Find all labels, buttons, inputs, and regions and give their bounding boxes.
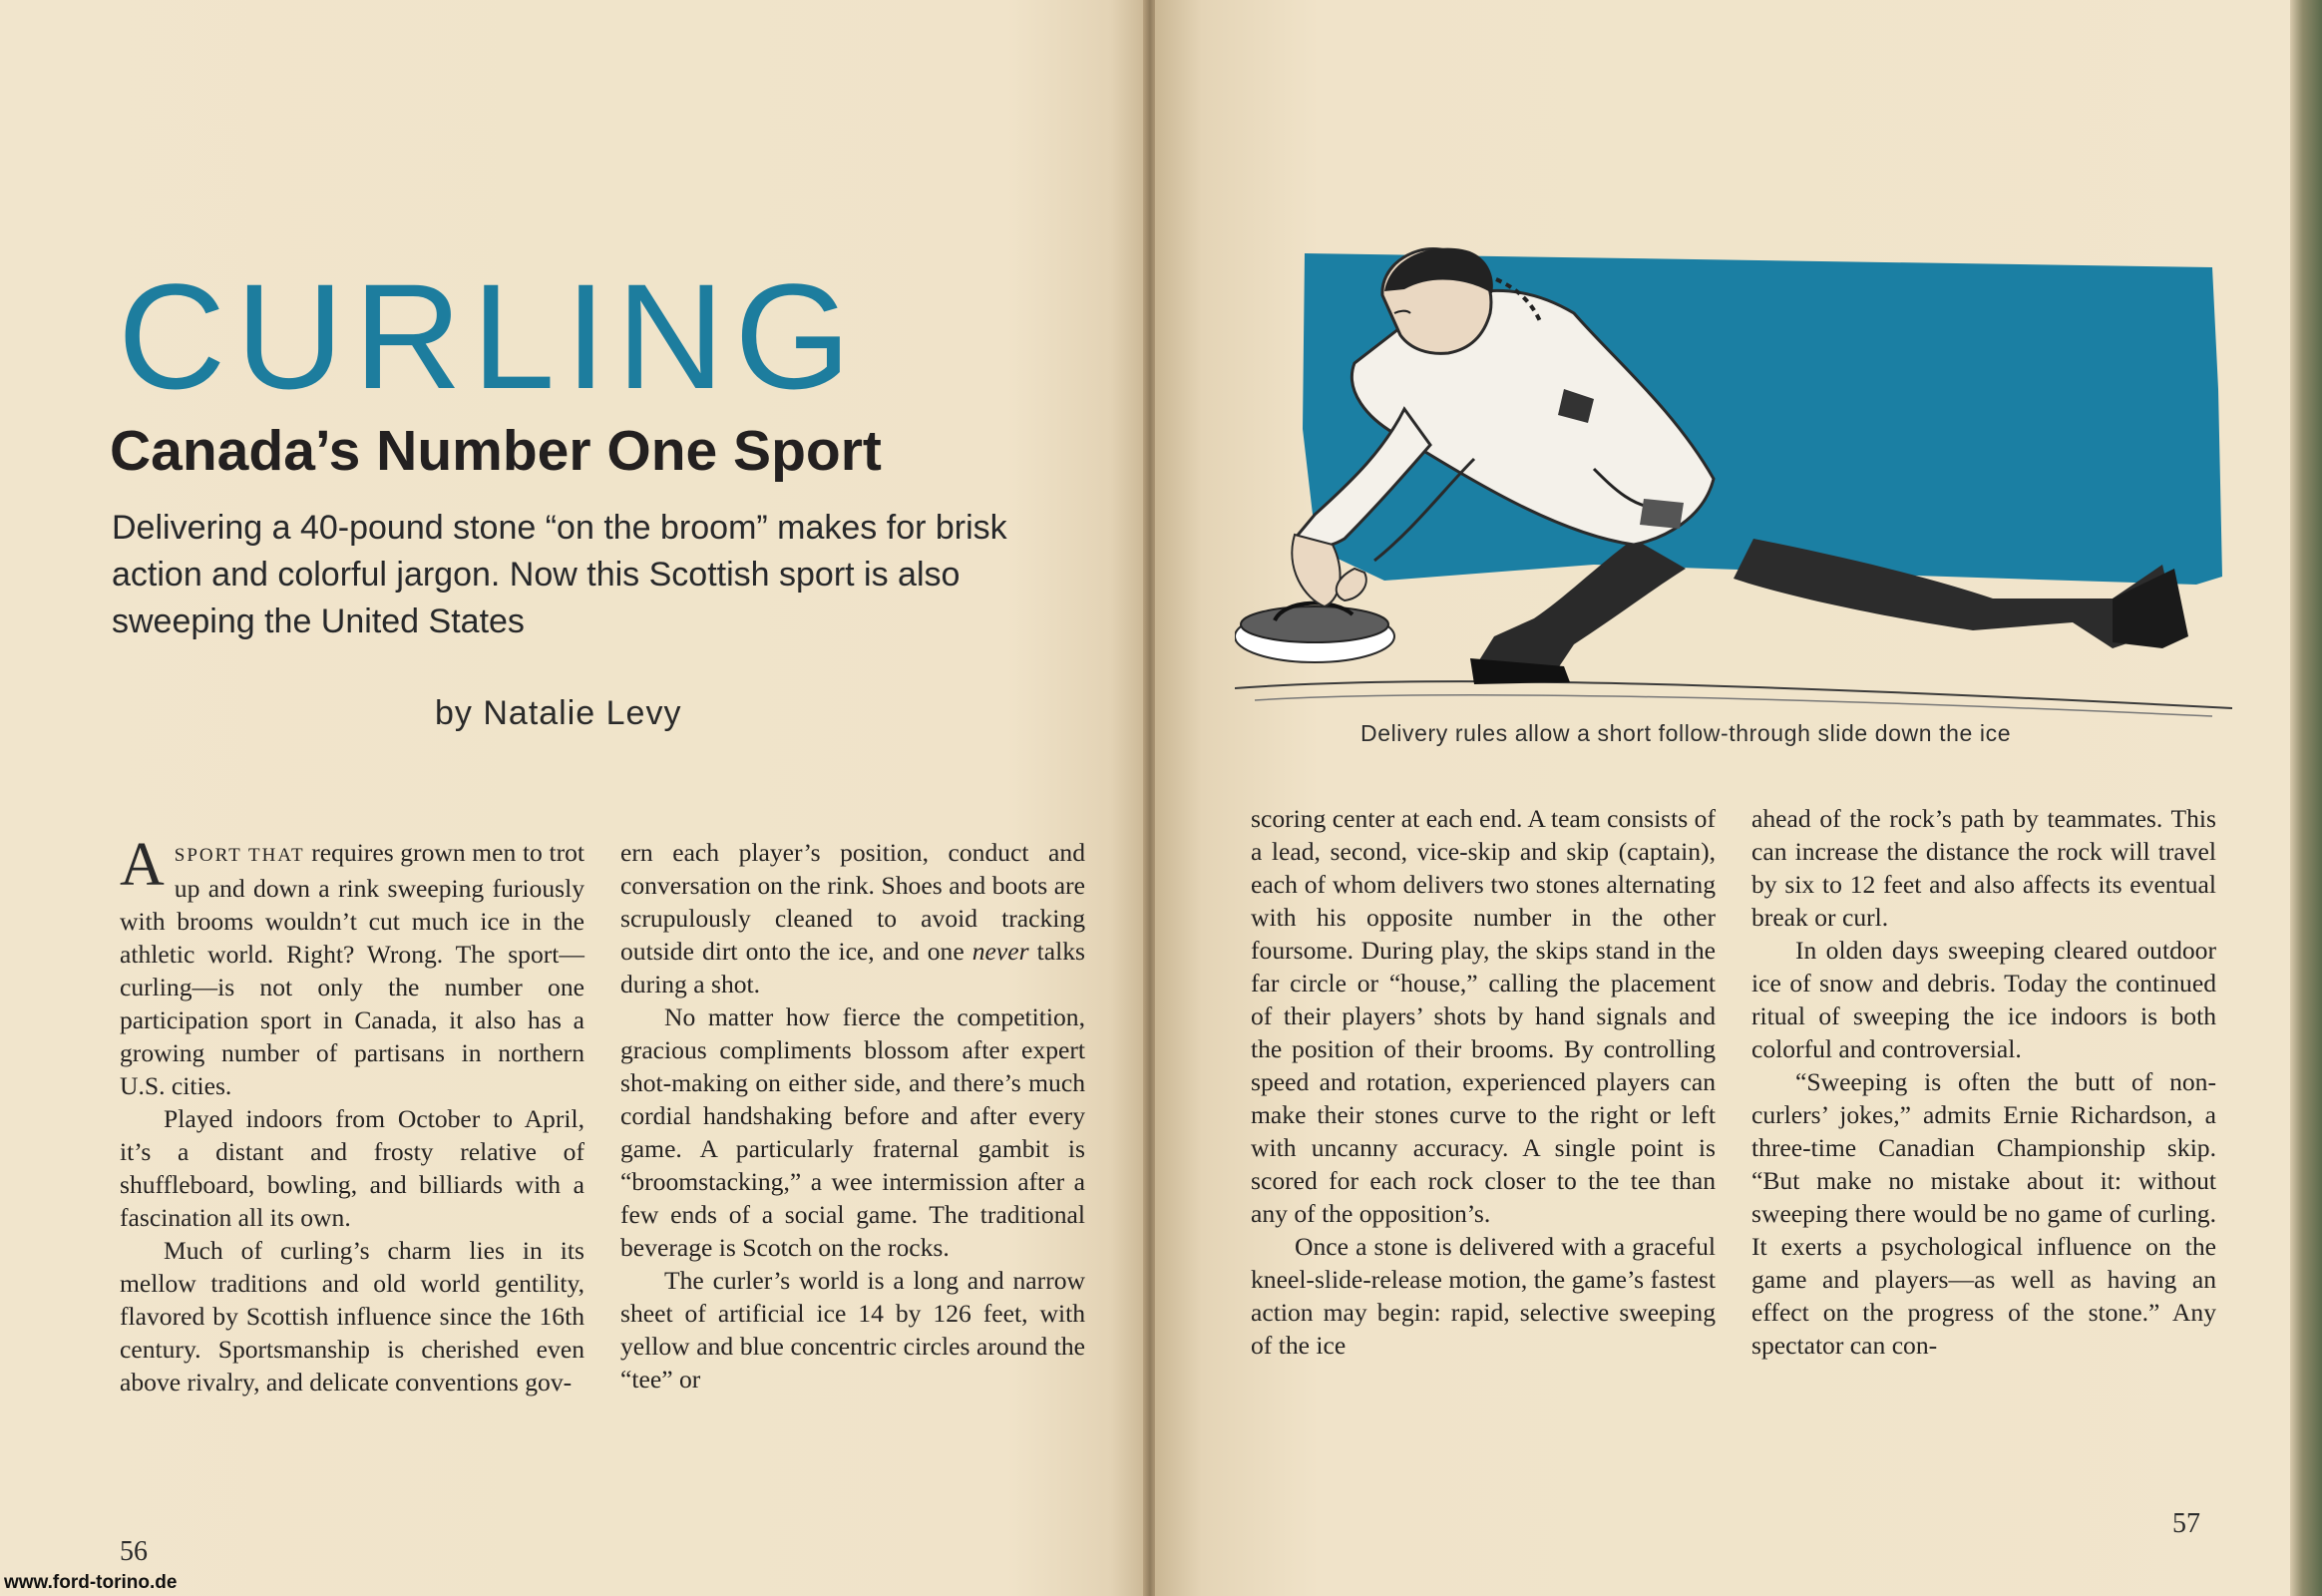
paragraph-text: requires grown men to trot up and down a rink sweeping furiously with brooms wouldn’t cut much ice in the athletic world. Right? Wrong. The sport—curling—is not only the number one participation sport in Canada, it also has a growing number of partisans in northern U.S. cities. [120,838,584,1100]
paragraph: ahead of the rock’s path by teammates. This can increase the distance the rock will travel by six to 12 feet and also affects its eventual break or curl. [1751,804,2216,932]
byline: by Natalie Levy [435,694,682,732]
emphasis-never: never [971,937,1029,966]
paragraph: Much of curling’s charm lies in its mellow traditions and old world gentility, flavored by Scottish influence since the 16th century. Sportsmanship is cherished even above rivalry, and delicate conventions gov- [120,1236,584,1396]
article-subtitle: Canada’s Number One Sport [110,419,882,483]
left-page [0,0,1145,1596]
paragraph-text: talks during a shot. [620,937,1085,998]
lead-in-smallcaps: SPORT THAT [174,845,305,866]
text-column-4 [1751,802,2216,1362]
curling-stone-icon [1235,603,1394,662]
page-number-right: 57 [2172,1508,2200,1539]
paragraph-text: ern each player’s position, conduct and conversation on the rink. Shoes and boots are scrupulously cleaned to avoid tracking outside dirt onto the ice, and one [620,838,1085,966]
page-number-left: 56 [120,1536,148,1567]
paragraph: Played indoors from October to April, it’s a distant and frosty relative of shuffleboard, bowling, and billiards with a fascination all its own. [120,1104,584,1232]
paragraph [620,836,1085,1000]
illustration-caption: Delivery rules allow a short follow-through slide down the ice [1360,720,2012,746]
paragraph: Once a stone is delivered with a graceful kneel-slide-release motion, the game’s fastest action may begin: rapid, selective sweeping of the ice [1251,1232,1716,1360]
paragraph: “Sweeping is often the butt of non-curlers’ jokes,” admits Ernie Richardson, a three-time Canadian Championship skip. “But make no mistake about it: without sweeping there would be no game of curling. It exerts a psychological influence on the game and players—as well as having an effect on the progress of the stone.” Any spectator can con- [1751,1067,2216,1360]
article-title: CURLING [118,252,862,420]
paragraph: No matter how fierce the competition, gracious compliments blossom after expert shot-making on either side, and there’s much cordial handshaking before and after every game. A particularly fraternal gambit is “broomstacking,” a wee intermission after a few ends of a social game. The traditional beverage is Scotch on the rocks. [620,1002,1085,1262]
paragraph: In olden days sweeping cleared outdoor ice of snow and debris. Today the continued ritual of sweeping the ice indoors is both colorful and controversial. [1751,936,2216,1063]
text-column-2 [620,836,1085,1396]
paragraph: scoring center at each end. A team consists of a lead, second, vice-skip and skip (captain), each of whom delivers two stones alternating with his opposite number in the other foursome. During play, the skips stand in the far circle or “house,” calling the placement of their players’ shots by hand signals and the position of their brooms. By controlling speed and rotation, experienced players can make their stones curve to the right or left with uncanny accuracy. A single point is scored for each rock closer to the tee than any of the opposition’s. [1251,804,1716,1228]
text-column-3 [1251,802,1716,1362]
opening-paragraph [120,831,584,1102]
curling-player-illustration [1235,239,2232,720]
book-edge [2290,0,2322,1596]
text-column-1 [120,831,584,1398]
paragraph: The curler’s world is a long and narrow sheet of artificial ice 14 by 126 feet, with yellow and blue concentric circles around the “tee” or [620,1266,1085,1394]
article-deck: Delivering a 40-pound stone “on the broom” makes for brisk action and colorful jargon. Now this Scottish sport is also sweeping the United States [112,509,1007,640]
drop-cap: A [120,831,165,899]
source-watermark: www.ford-torino.de [4,1572,178,1593]
